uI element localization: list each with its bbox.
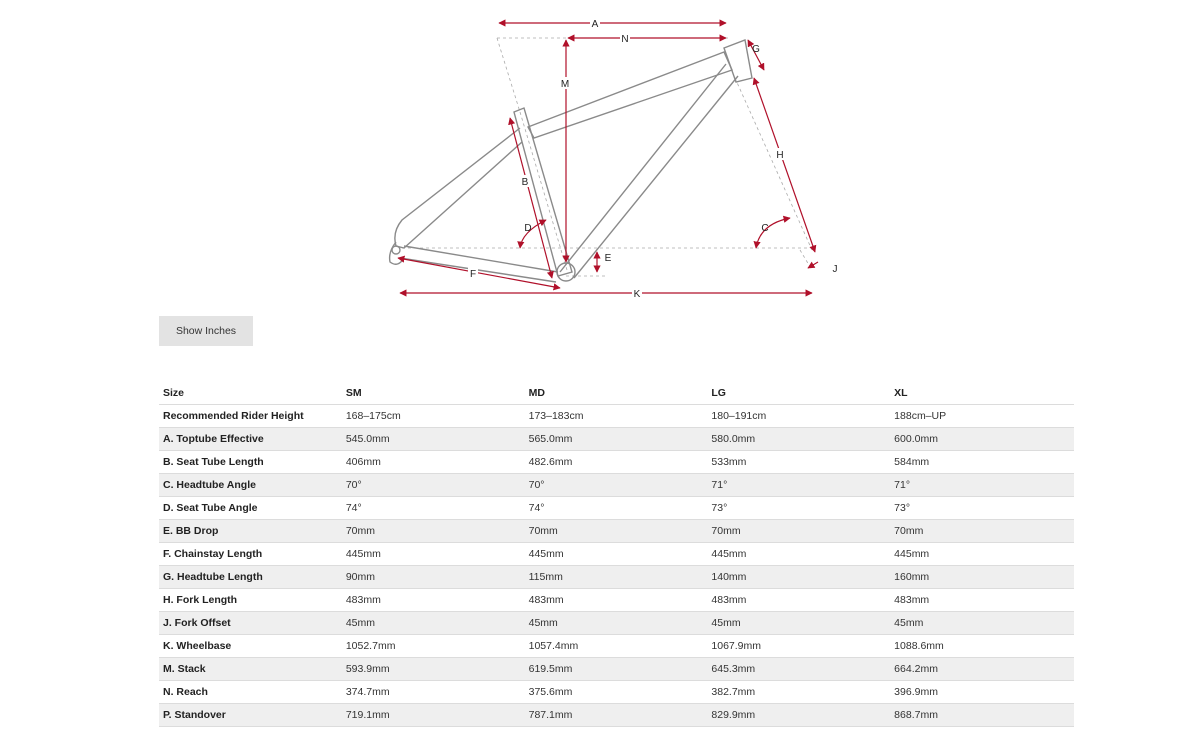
table-cell: 188cm–UP — [890, 405, 1074, 428]
row-label: B. Seat Tube Length — [159, 451, 342, 474]
table-cell: 533mm — [707, 451, 890, 474]
row-label: D. Seat Tube Angle — [159, 497, 342, 520]
table-cell: 45mm — [890, 612, 1074, 635]
table-cell: 483mm — [890, 589, 1074, 612]
label-h: H — [776, 150, 784, 161]
table-cell: 1057.4mm — [525, 635, 708, 658]
label-n: N — [621, 34, 629, 45]
table-cell: 483mm — [342, 589, 525, 612]
table-cell: 71° — [707, 474, 890, 497]
label-j: J — [832, 264, 838, 275]
row-label: N. Reach — [159, 681, 342, 704]
row-label: F. Chainstay Length — [159, 543, 342, 566]
table-row — [159, 543, 1074, 566]
header-sm: SM — [342, 382, 525, 405]
table-row — [159, 405, 1074, 428]
table-cell: 1088.6mm — [890, 635, 1074, 658]
table-cell: 45mm — [707, 612, 890, 635]
label-d: D — [524, 223, 532, 234]
table-cell: 140mm — [707, 566, 890, 589]
label-m: M — [560, 79, 570, 90]
table-row — [159, 612, 1074, 635]
table-cell: 70° — [525, 474, 708, 497]
label-b: B — [521, 177, 529, 188]
table-cell: 73° — [707, 497, 890, 520]
table-row — [159, 704, 1074, 727]
table-cell: 70mm — [890, 520, 1074, 543]
label-k: K — [633, 289, 641, 300]
row-label: A. Toptube Effective — [159, 428, 342, 451]
table-cell: 483mm — [707, 589, 890, 612]
label-a: A — [591, 19, 599, 30]
table-cell: 396.9mm — [890, 681, 1074, 704]
table-cell: 70° — [342, 474, 525, 497]
table-cell: 160mm — [890, 566, 1074, 589]
row-label: G. Headtube Length — [159, 566, 342, 589]
table-cell: 70mm — [525, 520, 708, 543]
table-cell: 173–183cm — [525, 405, 708, 428]
table-cell: 664.2mm — [890, 658, 1074, 681]
table-row — [159, 497, 1074, 520]
table-row — [159, 520, 1074, 543]
table-cell: 70mm — [342, 520, 525, 543]
table-cell: 787.1mm — [525, 704, 708, 727]
bike-frame — [390, 40, 752, 282]
table-row — [159, 451, 1074, 474]
row-label: Recommended Rider Height — [159, 405, 342, 428]
label-f: F — [469, 269, 477, 280]
table-cell: 483mm — [525, 589, 708, 612]
table-cell: 1052.7mm — [342, 635, 525, 658]
table-cell: 829.9mm — [707, 704, 890, 727]
row-label: E. BB Drop — [159, 520, 342, 543]
label-c: C — [761, 223, 769, 234]
table-row — [159, 658, 1074, 681]
table-cell: 868.7mm — [890, 704, 1074, 727]
table-cell: 593.9mm — [342, 658, 525, 681]
table-cell: 565.0mm — [525, 428, 708, 451]
table-row — [159, 566, 1074, 589]
row-label: J. Fork Offset — [159, 612, 342, 635]
table-cell: 445mm — [525, 543, 708, 566]
table-cell: 374.7mm — [342, 681, 525, 704]
label-e: E — [604, 253, 612, 264]
header-xl: XL — [890, 382, 1074, 405]
table-row — [159, 635, 1074, 658]
table-cell: 719.1mm — [342, 704, 525, 727]
row-label: C. Headtube Angle — [159, 474, 342, 497]
show-inches-button[interactable]: Show Inches — [159, 316, 253, 346]
table-cell: 71° — [890, 474, 1074, 497]
table-cell: 45mm — [525, 612, 708, 635]
table-cell: 70mm — [707, 520, 890, 543]
table-cell: 584mm — [890, 451, 1074, 474]
table-header-row — [159, 382, 1074, 405]
table-cell: 74° — [525, 497, 708, 520]
table-cell: 445mm — [707, 543, 890, 566]
dimension-labels — [468, 17, 838, 300]
table-cell: 375.6mm — [525, 681, 708, 704]
row-label: K. Wheelbase — [159, 635, 342, 658]
table-cell: 482.6mm — [525, 451, 708, 474]
table-cell: 73° — [890, 497, 1074, 520]
table-cell: 545.0mm — [342, 428, 525, 451]
table-cell: 115mm — [525, 566, 708, 589]
table-cell: 645.3mm — [707, 658, 890, 681]
table-cell: 1067.9mm — [707, 635, 890, 658]
table-cell: 45mm — [342, 612, 525, 635]
header-md: MD — [525, 382, 708, 405]
table-cell: 382.7mm — [707, 681, 890, 704]
table-cell: 90mm — [342, 566, 525, 589]
header-lg: LG — [707, 382, 890, 405]
table-cell: 180–191cm — [707, 405, 890, 428]
table-cell: 168–175cm — [342, 405, 525, 428]
geometry-table — [159, 382, 1074, 727]
table-cell: 580.0mm — [707, 428, 890, 451]
table-row — [159, 474, 1074, 497]
frame-geometry-diagram — [0, 0, 1200, 310]
header-size: Size — [159, 382, 342, 405]
table-cell: 445mm — [342, 543, 525, 566]
table-row — [159, 681, 1074, 704]
row-label: P. Standover — [159, 704, 342, 727]
table-row — [159, 589, 1074, 612]
table-cell: 619.5mm — [525, 658, 708, 681]
table-cell: 406mm — [342, 451, 525, 474]
row-label: H. Fork Length — [159, 589, 342, 612]
label-g: G — [752, 44, 760, 55]
table-row — [159, 428, 1074, 451]
table-cell: 445mm — [890, 543, 1074, 566]
table-cell: 74° — [342, 497, 525, 520]
table-cell: 600.0mm — [890, 428, 1074, 451]
table-body — [159, 405, 1074, 727]
row-label: M. Stack — [159, 658, 342, 681]
